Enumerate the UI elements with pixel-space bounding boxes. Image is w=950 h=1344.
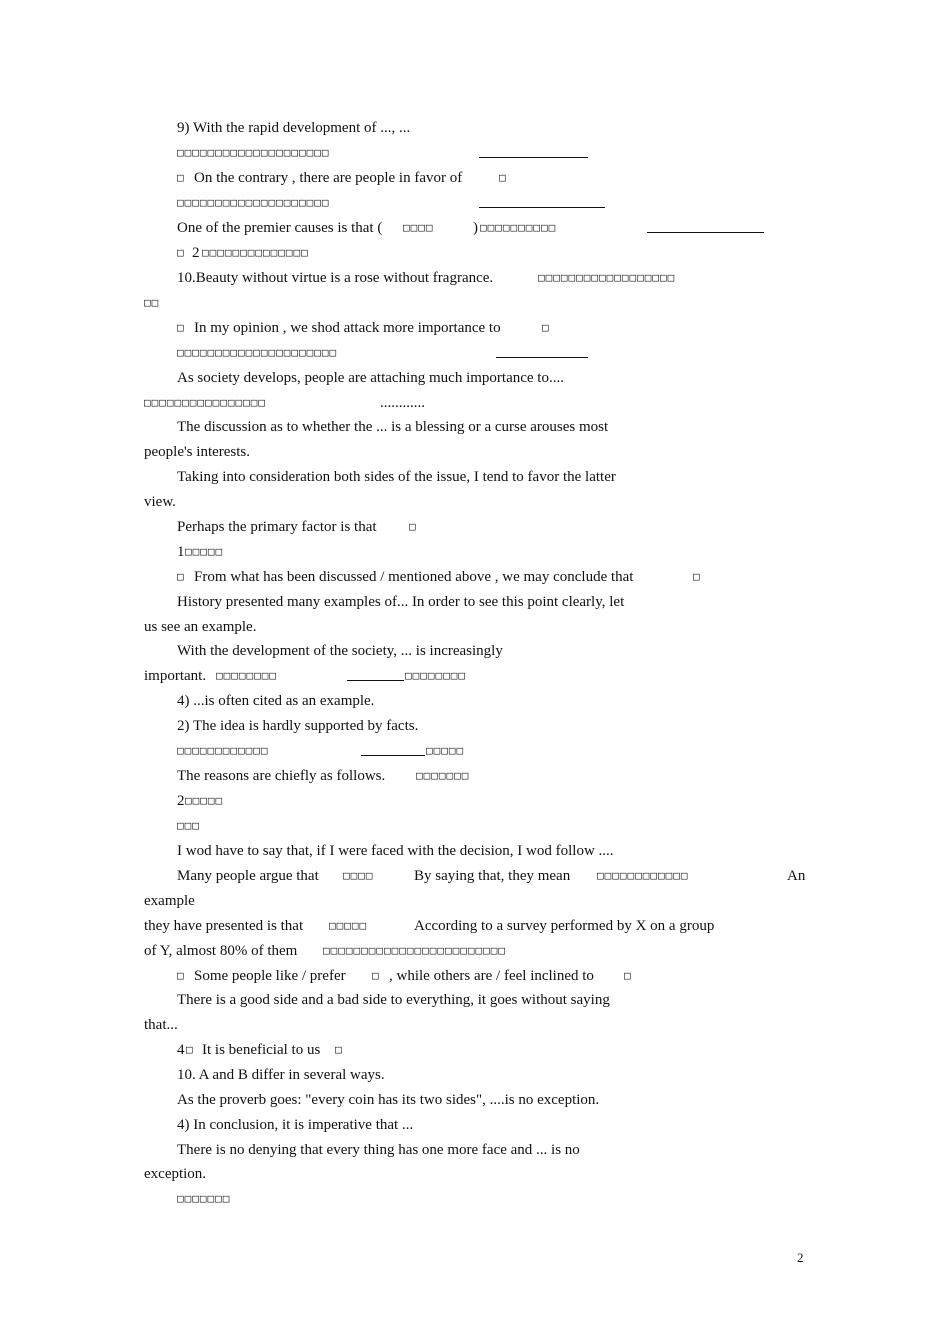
garbled-text: □□□□□□□□□□□□□□□□□□□□ — [177, 196, 330, 209]
text-line: Perhaps the primary factor is that — [177, 519, 377, 535]
garbled-text: □ — [177, 969, 185, 982]
text-line: 4) ...is often cited as an example. — [177, 693, 375, 709]
garbled-text: □ — [335, 1043, 343, 1056]
garbled-text: □ — [177, 171, 185, 184]
garbled-text: □□□□□□□ — [416, 769, 470, 782]
text-line: 1 — [177, 544, 185, 560]
text-line: The discussion as to whether the ... is a blessing or a curse arouses most — [177, 419, 609, 435]
text-line: There is a good side and a bad side to everything, it goes without saying — [177, 992, 610, 1008]
fill-blank — [361, 741, 425, 761]
garbled-text: □□□ — [177, 819, 200, 832]
text-line: , while others are / feel inclined to — [389, 968, 594, 984]
text-line: 10. A and B differ in several ways. — [177, 1067, 385, 1083]
text-line: One of the premier causes is that ( — [177, 220, 383, 236]
text-line: Taking into consideration both sides of the issue, I tend to favor the latter — [177, 469, 616, 485]
fill-blank — [479, 193, 605, 213]
garbled-text: □□□□□□□□□□ — [480, 221, 557, 234]
text-line: that... — [144, 1017, 178, 1033]
text-line: It is beneficial to us — [202, 1042, 321, 1058]
garbled-text: □ — [499, 171, 507, 184]
garbled-text: □□□□□□□□□□□□ — [177, 744, 269, 757]
text-line: According to a survey performed by X on a group — [414, 918, 715, 934]
text-line: As the proverb goes: "every coin has its two sides", ....is no exception. — [177, 1092, 600, 1108]
text-line: On the contrary , there are people in favor of — [194, 170, 463, 186]
garbled-text: □ — [624, 969, 632, 982]
text-line: ............ — [380, 395, 425, 411]
page-number: 2 — [797, 1250, 804, 1265]
garbled-text: □ — [372, 969, 380, 982]
text-line: they have presented is that — [144, 918, 304, 934]
text-line: exception. — [144, 1166, 207, 1182]
garbled-text: □ — [186, 1043, 194, 1056]
fill-blank — [479, 143, 588, 163]
text-line: people's interests. — [144, 444, 251, 460]
text-line: 9) With the rapid development of ..., ... — [177, 120, 411, 136]
garbled-text: □□□□□□□□□□□□□□□□□□□□□□□□ — [323, 944, 506, 957]
text-line: There is no denying that every thing has one more face and ... is no — [177, 1142, 580, 1158]
text-line: An — [787, 868, 806, 884]
fill-blank — [347, 666, 404, 686]
text-line: As society develops, people are attaching much importance to.... — [177, 370, 564, 386]
garbled-text: □□□□□□□□□□□□□□□□□□□□ — [177, 146, 330, 159]
garbled-text: □□□□□ — [426, 744, 465, 757]
garbled-text: □□□□ — [403, 221, 434, 234]
garbled-text: □□□□□□□□ — [405, 669, 466, 682]
text-line: us see an example. — [144, 619, 257, 635]
text-line: 2 — [192, 245, 200, 261]
text-line: 2 — [177, 793, 185, 809]
text-line: example — [144, 893, 195, 909]
text-line: 2) The idea is hardly supported by facts. — [177, 718, 419, 734]
garbled-text: □ — [177, 321, 185, 334]
garbled-text: □□□□□□□□□□□□□□ — [202, 246, 309, 259]
garbled-text: □□□□□□□□□□□□ — [597, 869, 689, 882]
text-line: Many people argue that — [177, 868, 319, 884]
garbled-text: □ — [177, 570, 185, 583]
text-line: From what has been discussed / mentioned above , we may conclude that — [194, 569, 634, 585]
text-line: 4 — [177, 1042, 185, 1058]
text-line: important. — [144, 668, 207, 684]
text-line: History presented many examples of... In order to see this point clearly, let — [177, 594, 625, 610]
fill-blank — [647, 218, 764, 238]
text-line: ) — [473, 220, 478, 236]
text-line: I wod have to say that, if I were faced with the decision, I wod follow .... — [177, 843, 614, 859]
text-line: The reasons are chiefly as follows. — [177, 768, 386, 784]
text-line: Some people like / prefer — [194, 968, 346, 984]
garbled-text: □□□□□□□□□□□□□□□□□□ — [538, 271, 676, 284]
text-line: 4) In conclusion, it is imperative that ... — [177, 1117, 414, 1133]
garbled-text: □□□□□□□□□□□□□□□□□□□□□ — [177, 346, 338, 359]
text-line: of Y, almost 80% of them — [144, 943, 298, 959]
text-line: 10.Beauty without virtue is a rose without fragrance. — [177, 270, 494, 286]
garbled-text: □ — [409, 520, 417, 533]
garbled-text: □ — [693, 570, 701, 583]
garbled-text: □□□□□□□□□□□□□□□□ — [144, 396, 266, 409]
garbled-text: □ — [542, 321, 550, 334]
text-line: With the development of the society, ... is increasingly — [177, 643, 503, 659]
garbled-text: □□□□ — [343, 869, 374, 882]
text-line: In my opinion , we shod attack more importance to — [194, 320, 501, 336]
text-line: view. — [144, 494, 176, 510]
garbled-text: □□ — [144, 296, 160, 309]
garbled-text: □□□□□□□ — [177, 1192, 231, 1205]
garbled-text: □□□□□ — [185, 794, 224, 807]
fill-blank — [496, 343, 588, 363]
garbled-text: □ — [177, 246, 185, 259]
garbled-text: □□□□□ — [329, 919, 368, 932]
garbled-text: □□□□□ — [185, 545, 224, 558]
text-line: By saying that, they mean — [414, 868, 571, 884]
garbled-text: □□□□□□□□ — [216, 669, 277, 682]
